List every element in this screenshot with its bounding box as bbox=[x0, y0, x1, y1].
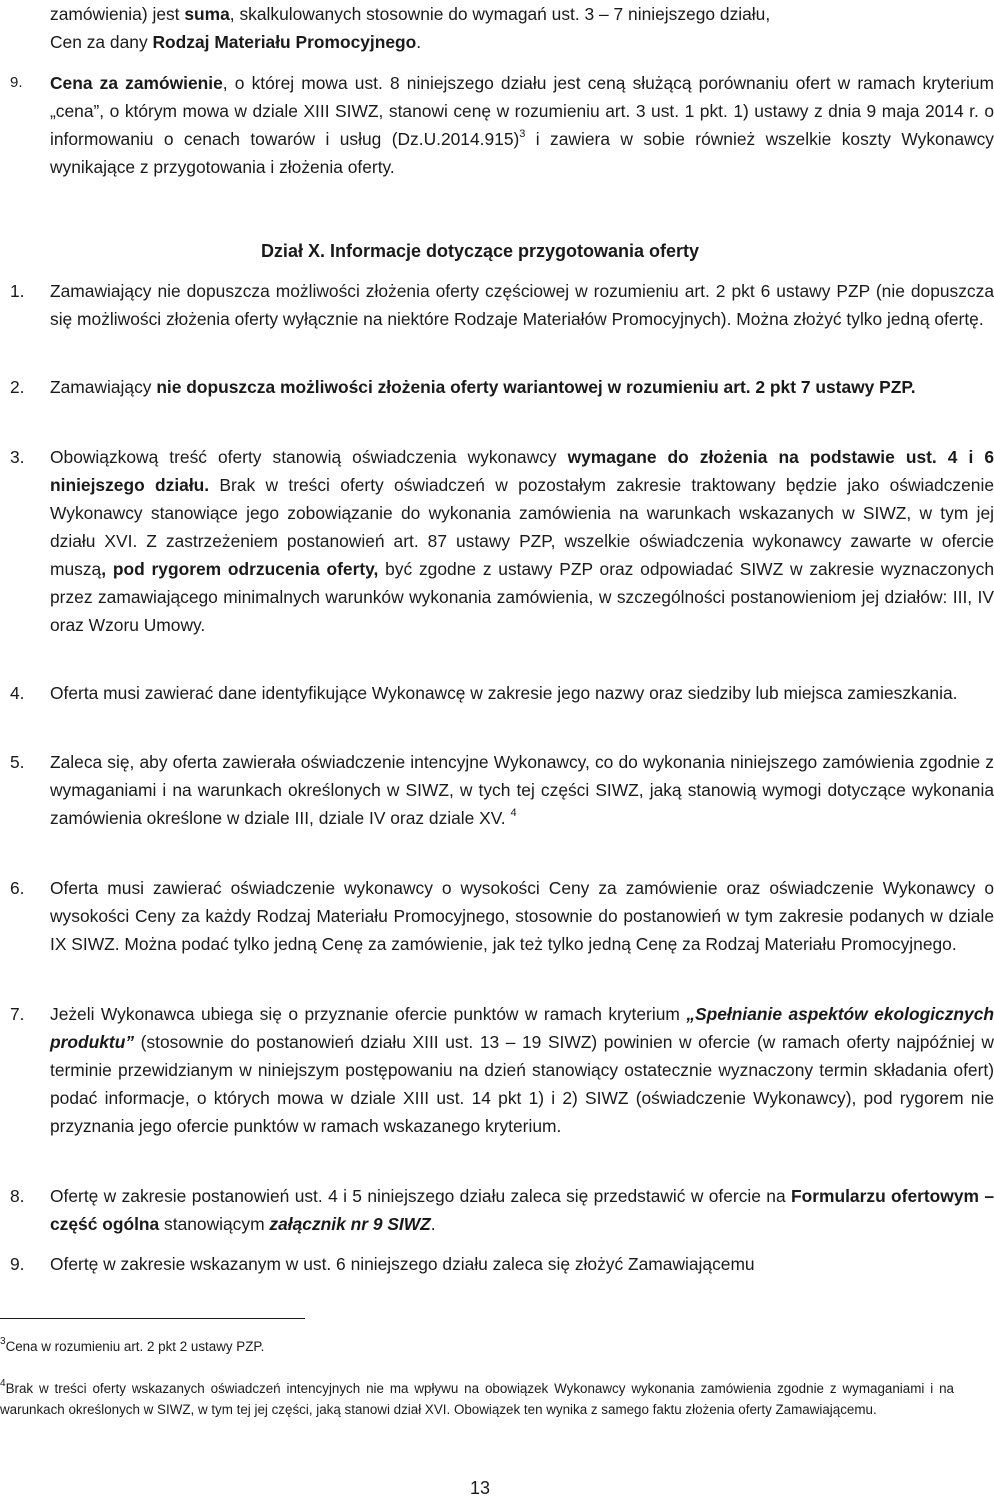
item-number: 3. bbox=[10, 447, 25, 467]
text-run: , o której mowa ust. 8 niniejszego działu jest ceną służącą porównaniu ofert w ramach kryterium „cena”, o którym mowa w dziale XIII SIWZ, stanowi cenę w rozumieniu art. 3 ust. 1 pkt. 1) ustawy z dnia 9 maja 2014 r. o informowaniu o cenach towarów i usług (Dz.U.2014.915) bbox=[50, 73, 994, 149]
text-run: (stosownie do postanowień działu XIII ust. 13 – 19 SIWZ) powinien w ofercie (w ramach oferty najpóźniej w terminie przewidzianym w niniejszym postępowaniu na dzień stanowiący ostatecznie wyznaczony termin składania ofert) podać informacje, o których mowa w dziale XIII ust. 14 pkt 1) i 2) SIWZ (oświadczenie Wykonawcy), pod rygorem nie przyznania jego ofercie punktów w ramach wskazanego kryterium. bbox=[50, 1032, 994, 1136]
section-heading: Dział X. Informacje dotyczące przygotowania oferty bbox=[260, 241, 700, 261]
list-item-4 bbox=[10, 679, 994, 707]
text-run: . bbox=[430, 1214, 436, 1234]
list-item-2 bbox=[10, 373, 994, 401]
footnote-ref[interactable]: 3 bbox=[519, 128, 526, 140]
bold-italic-text: „Spełnianie aspektów ekologicznych produktu” bbox=[50, 1004, 994, 1052]
text-run: być zgodne z ustawy PZP oraz odpowiadać SIWZ w zakresie wyznaczonych przez zamawiającego minimalnych warunków wykonania zamówienia, w szczególności postanowieniom jej działów: III, IV oraz Wzoru Umowy. bbox=[50, 559, 994, 635]
list-item-9 bbox=[10, 1250, 994, 1278]
bold-text: wymagane do złożenia na podstawie ust. 4 i 6 niniejszego działu. bbox=[50, 447, 994, 495]
list-item-6 bbox=[10, 874, 994, 958]
list-item-8 bbox=[10, 1182, 994, 1238]
text-run: Zamawiający nie dopuszcza możliwości złożenia oferty częściowej w rozumieniu art. 2 pkt 6 ustawy PZP (nie dopuszcza się możliwości złożenia oferty wyłącznie na niektóre Rodzaje Materiałów Promocyjnych). Można złożyć tylko jedną ofertę. bbox=[50, 281, 994, 329]
footnote-text: Brak w treści oferty wskazanych oświadczeń intencyjnych nie ma wpływu na obowiązek Wykonawcy wykonania zamówienia zgodnie z wymaganiami i na warunkach określonych w SIWZ, w tym tej jej części, jaką stanowi dział XVI. Obowiązek ten wynika z samego faktu złożenia oferty Zamawiającemu. bbox=[0, 1381, 954, 1417]
bold-text: Rodzaj Materiału Promocyjnego bbox=[152, 32, 417, 52]
bold-text: , pod rygorem odrzucenia oferty, bbox=[101, 559, 379, 579]
text-run: , skalkulowanych stosownie do wymagań ust. 3 – 7 niniejszego działu, bbox=[229, 4, 771, 24]
item-number: 6. bbox=[10, 878, 25, 898]
footnote-ref[interactable]: 4 bbox=[510, 807, 517, 819]
footnote-4 bbox=[0, 1378, 954, 1420]
item-number: 8. bbox=[10, 1186, 25, 1206]
page-number: 13 bbox=[469, 1478, 491, 1498]
footnote-text: Cena w rozumieniu art. 2 pkt 2 ustawy PZP. bbox=[5, 1339, 265, 1354]
bold-text: nie dopuszcza możliwości złożenia oferty wariantowej w rozumieniu art. 2 pkt 7 ustawy PZP. bbox=[156, 377, 916, 397]
text-run: Cen za dany bbox=[50, 32, 153, 52]
text-run: Obowiązkową treść oferty stanowią oświadczenia wykonawcy bbox=[50, 447, 568, 467]
footnote-separator bbox=[0, 1318, 305, 1319]
item-number: 5. bbox=[10, 752, 25, 772]
footnote-mark: 3 bbox=[0, 1336, 6, 1347]
text-run: Brak w treści oferty oświadczeń w pozostałym zakresie traktowany będzie jako oświadczenie Wykonawcy stanowiące jego zobowiązanie do wykonania zamówienia na warunkach wskazanych w SIWZ, w tym jej działu XVI. Z zastrzeżeniem postanowień art. 87 ustawy PZP, wszelkie oświadczenia wykonawcy zawarte w ofercie muszą bbox=[50, 475, 994, 579]
text-run: Ofertę w zakresie wskazanym w ust. 6 niniejszego działu zaleca się złożyć Zamawiającemu bbox=[50, 1254, 755, 1274]
list-item-3 bbox=[10, 443, 994, 639]
text-run: Oferta musi zawierać dane identyfikujące Wykonawcę w zakresie jego nazwy oraz siedziby lub miejsca zamieszkania. bbox=[50, 683, 958, 703]
text-run: Ofertę w zakresie postanowień ust. 4 i 5 niniejszego działu zaleca się przedstawić w ofercie na bbox=[50, 1186, 791, 1206]
text-run: Oferta musi zawierać oświadczenie wykonawcy o wysokości Ceny za zamówienie oraz oświadczenie Wykonawcy o wysokości Ceny za każdy Rodzaj Materiału Promocyjnego, stosownie do postanowień w tym zakresie podanych w dziale IX SIWZ. Można podać tylko jedną Cenę za zamówienie, jak też tylko jedną Cenę za Rodzaj Materiału Promocyjnego. bbox=[50, 878, 994, 954]
text-run: zamówienia) jest bbox=[50, 4, 185, 24]
item-number: 9. bbox=[10, 74, 23, 91]
list-item-1 bbox=[10, 277, 994, 333]
text-run: Jeżeli Wykonawca ubiega się o przyznanie ofercie punktów w ramach kryterium bbox=[50, 1004, 687, 1024]
bold-text: Cena za zamówienie bbox=[50, 73, 223, 93]
text-run: Zamawiający bbox=[50, 377, 157, 397]
bold-italic-text: załącznik nr 9 SIWZ bbox=[269, 1214, 431, 1234]
list-item-9-prev bbox=[10, 69, 994, 181]
text-run: stanowiącym bbox=[159, 1214, 270, 1234]
footnote-3 bbox=[0, 1336, 954, 1357]
item-number: 9. bbox=[10, 1254, 25, 1274]
item-number: 7. bbox=[10, 1004, 25, 1024]
list-item-5 bbox=[10, 748, 994, 832]
text-run: i zawiera w sobie również wszelkie koszty Wykonawcy wynikające z przygotowania i złożenia oferty. bbox=[50, 129, 994, 177]
item-number: 2. bbox=[10, 377, 25, 397]
footnote-mark: 4 bbox=[0, 1378, 6, 1389]
bold-text: Formularzu ofertowym – część ogólna bbox=[50, 1186, 994, 1234]
list-item-7 bbox=[10, 1000, 994, 1140]
continuation-paragraph bbox=[10, 0, 994, 56]
bold-text: suma bbox=[184, 4, 230, 24]
item-number: 4. bbox=[10, 683, 25, 703]
text-run: Zaleca się, aby oferta zawierała oświadczenie intencyjne Wykonawcy, co do wykonania niniejszego zamówienia zgodnie z wymaganiami i na warunkach określonych w SIWZ, w tych tej części SIWZ, jaką stanowią wymogi dotyczące wykonania zamówienia określone w dziale III, dziale IV oraz dziale XV. bbox=[50, 752, 994, 828]
item-number: 1. bbox=[10, 281, 25, 301]
text-run: . bbox=[416, 32, 422, 52]
